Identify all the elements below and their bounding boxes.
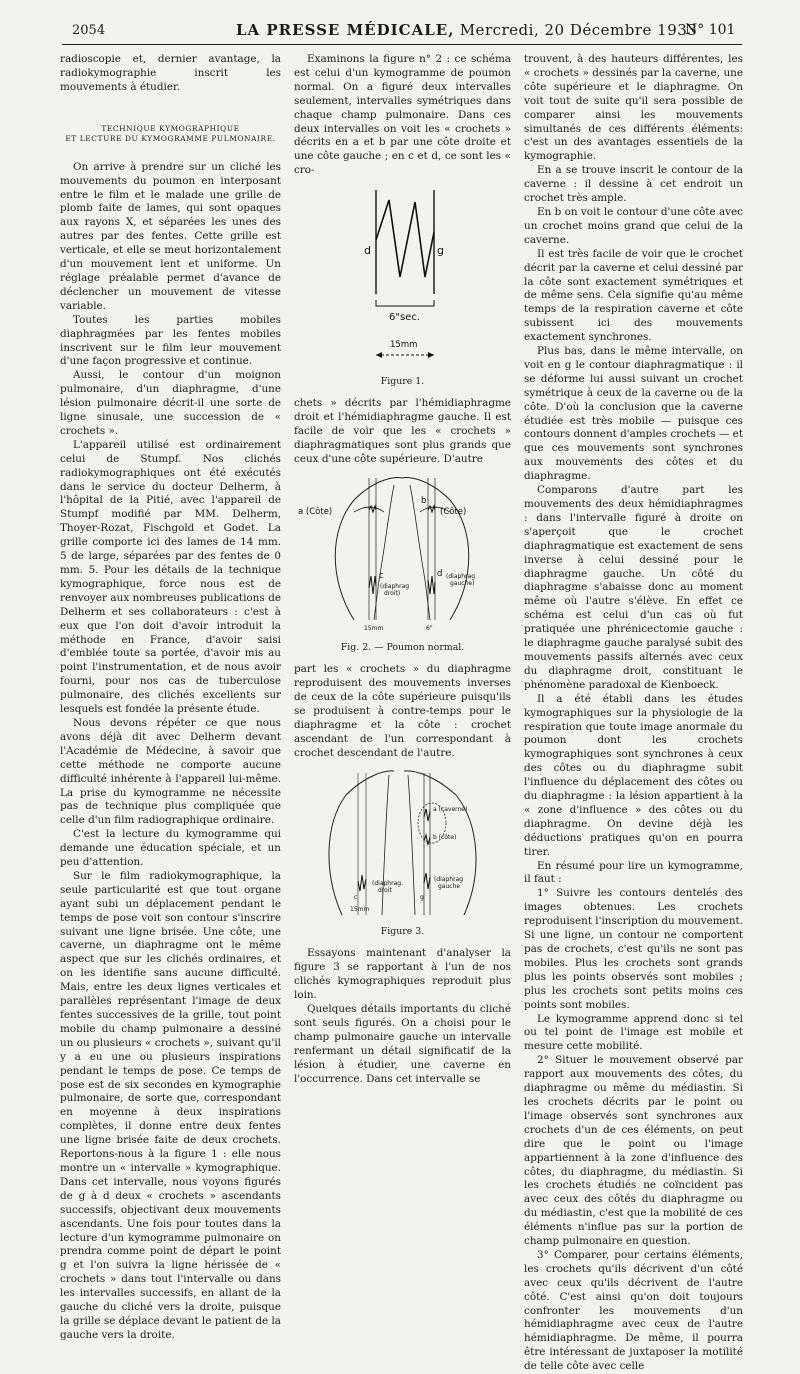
paragraph: L'appareil utilisé est ordinairement celui de Stumpf. Nos clichés radiokymographiques ont été exécutés dans le service du docteur Delherm, à l'hôpital de la Pitié, avec l'appareil de Stumpf modifié par MM. Delherm, Thoyer-Rozat, Fischgold et Godet. La grille comporte ici des lames de 14 mm. 5 de large, séparées par des fentes de 0 mm. 5. Pour les détails de la technique kymographique, force nous est de renvoyer aux nombreuses publications de Delherm et ses collaborateurs : c'est à eux que l'on doit d'avoir introduit la méthode en France, d'avoir saisi d'emblée toute sa portée, d'avoir mis au point l'instrumentation, et de nous avoir fourni, pour nos cas de tuberculose pulmonaire, des clichés excellents sur lesquels est fondée la présente étude. bbox=[60, 438, 281, 716]
fig3-label-diaph-gauche-1: (diaphrag bbox=[434, 875, 464, 883]
fig2-label-a: a (Côte) bbox=[298, 507, 333, 518]
arrow-left-icon bbox=[376, 352, 382, 358]
paragraph: Nous devons répéter ce que nous avons déjà dit avec Delherm devant l'Académie de Médecine, à savoir que cette méthode ne comporte aucune difficulté inhérente à l'appareil lui-même. La prise du kymogramme ne nécessite pas de technique plus compliquée que celle d'un film radiographique ordinaire. bbox=[60, 716, 281, 827]
mediastin-left bbox=[382, 775, 389, 915]
fig2-label-d-text-2: gauche) bbox=[450, 580, 475, 588]
section-heading-line-1: TECHNIQUE KYMOGRAPHIQUE bbox=[101, 123, 240, 133]
figure-1-diagram bbox=[294, 182, 511, 332]
fig2-label-d: d bbox=[437, 569, 443, 580]
fig1-label-g: g bbox=[437, 244, 444, 258]
section-heading bbox=[60, 124, 281, 144]
paragraph: Comparons d'autre part les mouvements des deux hémidiaphragmes : dans l'intervalle figuré à droite on s'aperçoit que le crochet diaphragmatique est exactement de sens inverse à celui dessiné pour le diaphragme gauche. Un côté du diaphragme s'abaisse donc au moment même où l'autre s'élève. En effet ce schéma est celui d'un cas où fut pratiquée une phrénicectomie gauche : le diaphragme gauche paralysé subit des mouvements passifs alternés avec ceux du diaphragme droit, constituant le phénomène paradoxal de Kienboeck. bbox=[524, 484, 743, 691]
paragraph: Aussi, le contour d'un moignon pulmonaire, d'un diaphragme, d'une lésion pulmonaire décrit-il une sorte de ligne sinusale, une succession de « crochets ». bbox=[60, 369, 281, 437]
crochet-c bbox=[358, 875, 366, 891]
fig3-label-diaph-gauche-2: gauche bbox=[438, 882, 461, 890]
column-3 bbox=[524, 53, 743, 1374]
fig1-time-label: 6"sec. bbox=[389, 312, 421, 324]
paragraph: Plus bas, dans le même intervalle, on voit en g le contour diaphragmatique : il se déforme lui aussi suivant un crochet symétrique à ceux de la caverne ou de la côte. D'où la conclusion que la caverne étudiée est très mobile — puisque ces contours donnent d'amples crochets — et que ces mouvements sont synchrones aux mouvements des côtes et du diaphragme. bbox=[524, 345, 743, 483]
arrow-right-icon bbox=[428, 352, 434, 358]
paragraph: trouvent, à des hauteurs différentes, les « crochets » dessinés par la caverne, une côte supérieure et le diaphragme. On voit tout de suite qu'il sera possible de comparer ainsi les mouvements simultanés de ces différents éléments: c'est un des avantages essentiels de la kymographie. bbox=[524, 53, 743, 163]
paragraph-fig-intro: Examinons la figure n° 2 : ce schéma est celui d'un kymogramme de poumon normal. On a figuré deux intervalles seulement, intervalles symétriques dans chaque champ pulmonaire. Dans ces deux intervalles on voit les « crochets » décrits en a et b par une côte droite et une côte gauche ; en c et d, ce sont les « cro- bbox=[294, 53, 511, 177]
figure-3-caption: Figure 3. bbox=[380, 926, 425, 938]
fig2-label-c-text-1: (diaphrag bbox=[380, 583, 410, 591]
fig3-label-c: c bbox=[354, 893, 358, 901]
mediastin-right bbox=[410, 485, 430, 620]
paragraph: Il est très facile de voir que le crochet décrit par la caverne et celui dessiné par la côte sont exactement symétriques et de même sens. Cela signifie qu'au même temps de la respiration caverne et côte subissent ici des mouvements exactement synchrones. bbox=[524, 247, 743, 344]
fig2-label-c-text-2: droit) bbox=[384, 590, 401, 598]
crochet-b bbox=[424, 835, 430, 845]
fig2-label-c: c bbox=[379, 571, 384, 582]
journal-title: LA PRESSE MÉDICALE, bbox=[236, 21, 455, 39]
crochet-c bbox=[369, 576, 376, 594]
fig2-label-d-text-1: (diaphrag bbox=[446, 573, 476, 581]
paragraph: 2° Situer le mouvement observé par rapport aux mouvements des côtes, du diaphragme ou même du médiastin. Si les crochets décrits par le point ou l'image observés sont synchrones aux crochets d'un de ces éléments, on peut dire que le point ou l'image appartiennent à la zone d'influence des côtes, du diaphragme, du médiastin. Si les crochets étudiés ne coïncident pas avec ceux des côtés du diaphragme ou du médiastin, c'est que la mobilité de ces éléments n'influe pas sur la portion de champ pulmonaire en question. bbox=[524, 1054, 743, 1248]
issue-date: Mercredi, 20 Décembre 1933 bbox=[459, 21, 698, 39]
column-2 bbox=[294, 53, 511, 1086]
paragraph: Il a été établi dans les études kymographiques sur la physiologie de la respiration que toute image anormale du poumon dont les crochets kymographiques sont synchrones à ceux des côtes ou du diaphragme subit l'influence du déplacement des côtes ou du diaphragme : la lésion appartient à la « zone d'influence » des côtes ou du diaphragme. On devine déjà les déductions pratiques qu'on en pourra tirer. bbox=[524, 692, 743, 858]
paragraph: 1° Suivre les contours dentelés des images obtenues. Les crochets reproduisent l'inscription du mouvement. Si une ligne, un contour ne comportent pas de crochets, c'est qu'ils ne sont pas mobiles. Plus les crochets sont grands plus les points observés sont mobiles ; plus les crochets sont petits moins ces points sont mobiles. bbox=[524, 887, 743, 1011]
figure-1-scale bbox=[294, 337, 511, 369]
crochet-a bbox=[424, 809, 430, 821]
header-rule bbox=[62, 44, 742, 45]
paragraph: Sur le film radiokymographique, la seule particularité est que tout organe ayant subi un déplacement pendant le temps de pose voit son contour s'inscrire suivant une ligne brisée. Une côte, une caverne, un diaphragme ont le même aspect que sur les clichés ordinaires, et on les identifie sans aucune difficulté. Mais, entre les deux lignes verticales et parallèles représentant l'image de deux fentes successives de la grille, tout point mobile du champ pulmonaire a dessiné un ou plusieurs « crochets », suivant qu'il y a eu une ou plusieurs inspirations pendant le temps de pose. Ce temps de pose est de six secondes en kymographie pulmonaire, de sorte que, correspondant en moyenne à deux inspirations complètes, il donne entre deux fentes une ligne brisée faite de deux crochets. Reportons-nous à la figure 1 : elle nous montre un « intervalle » kymographique. Dans cet intervalle, nous voyons figurés de g à d deux « crochets » ascendants successifs, objectivant deux mouvements ascendants. Une fois pour toutes dans la lecture d'un kymogramme pulmonaire on prendra comme point de départ le point g et l'on suivra la ligne hérissée de « crochets » dans tout l'intervalle ou dans les intervalles successifs, en allant de la gauche du cliché vers la droite, puisque la grille se déplace devant le patient de la gauche vers la droite. bbox=[60, 869, 281, 1341]
time-bracket bbox=[376, 300, 434, 306]
paragraph: En résumé pour lire un kymogramme, il faut : bbox=[524, 859, 743, 886]
fig2-slit-right: 6" bbox=[426, 625, 433, 633]
paragraph-fig-end: part les « crochets » du diaphragme reproduisent des mouvements inverses de ceux de la côte supérieure puisqu'ils se produisent à contre-temps pour le diaphragme et la côte : crochet ascendant de l'un correspondant à crochet descendant de l'autre. bbox=[294, 663, 511, 759]
fig3-label-b: b (côte) bbox=[433, 833, 457, 841]
figure-2-diagram bbox=[294, 470, 511, 635]
mediastin-left bbox=[374, 485, 394, 620]
lung-contour-left bbox=[402, 478, 469, 620]
mediastin-right bbox=[408, 775, 415, 915]
figure-2-caption: Fig. 2. — Poumon normal. bbox=[340, 642, 465, 654]
fig3-label-diaph-droit-1: (diaphrag. bbox=[372, 879, 403, 887]
figure-2 bbox=[294, 470, 511, 655]
fig2-slit-left: 15mm bbox=[364, 625, 384, 633]
paragraph: Le kymogramme apprend donc si tel ou tel point de l'image est mobile et mesure cette mobilité. bbox=[524, 1012, 743, 1053]
fig3-label-g: g bbox=[420, 893, 424, 901]
fig1-label-d: d bbox=[364, 244, 371, 258]
paragraph: Essayons maintenant d'analyser la figure 3 se rapportant à l'un de nos clichés kymographiques reproduit plus loin. bbox=[294, 947, 511, 1002]
fig2-label-b-letter: b bbox=[421, 496, 427, 507]
fig3-slit-label: 15mm bbox=[350, 905, 370, 913]
masthead bbox=[236, 21, 697, 39]
figure-1-caption: Figure 1. bbox=[380, 375, 425, 387]
paragraph: C'est la lecture du kymogramme qui demande une éducation spéciale, et un peu d'attention. bbox=[60, 828, 281, 869]
paragraph: En a se trouve inscrit le contour de la caverne : il dessine à cet endroit un crochet très ample. bbox=[524, 164, 743, 205]
figure-3 bbox=[294, 765, 511, 940]
paragraph: En b on voit le contour d'une côte avec un crochet moins grand que celui de la caverne. bbox=[524, 205, 743, 246]
figure-3-diagram bbox=[294, 765, 511, 920]
figure-1 bbox=[294, 182, 511, 389]
paragraph: Quelques détails importants du cliché sont seuls figurés. On a choisi pour le champ pulmonaire gauche un intervalle renfermant un détail significatif de la lésion à étudier, une caverne en l'occurrence. Dans cet intervalle se bbox=[294, 1003, 511, 1085]
paragraph: radioscopie et, dernier avantage, la radiokymographie inscrit les mouvements à étudier. bbox=[60, 53, 281, 93]
paragraph: On arrive à prendre sur un cliché les mouvements du poumon en interposant entre le film et le malade une grille de plomb faite de lames, qui sont opaques aux rayons X, et séparées les unes des autres par des fentes. Cette grille est verticale, et elle se meut horizontalement d'un mouvement lent et uniforme. Un réglage préalable permet d'avance de déclencher un mouvement de vitesse variable. bbox=[60, 160, 281, 312]
fig1-width-label: 15mm bbox=[390, 340, 418, 351]
fig3-label-diaph-droit-2: droit bbox=[378, 886, 392, 894]
crochet-g bbox=[424, 873, 430, 889]
issue-number: N° 101 bbox=[685, 22, 736, 38]
paragraph-fig-mid: chets » décrits par l'hémidiaphragme droit et l'hémidiaphragme gauche. Il est facile de voir que les « crochets » diaphragmatiques sont plus grands que ceux d'une côte supérieure. D'autre bbox=[294, 396, 511, 465]
column-1 bbox=[60, 53, 281, 1343]
lung-contour-right bbox=[335, 478, 402, 620]
paragraph: 3° Comparer, pour certains éléments, les crochets qu'ils décrivent d'un côté avec ceux qu'ils décrivent de l'autre côté. C'est ainsi qu'on doit toujours confronter les mouvements d'un hémidiaphragme avec ceux de l'autre hémidiaphragme. De même, il pourra être intéressant de juxtaposer la motilité de telle côte avec celle bbox=[524, 1248, 743, 1373]
paragraph: Toutes les parties mobiles diaphragmées par les fentes mobiles inscrivent sur le film leur mouvement d'une façon progressive et continue. bbox=[60, 313, 281, 368]
fig2-label-b: (Côte) bbox=[440, 507, 467, 518]
fig3-label-a: a (caverne) bbox=[433, 805, 468, 813]
kymo-crochet-line bbox=[376, 200, 434, 277]
section-heading-line-2: ET LECTURE DU KYMOGRAMME PULMONAIRE. bbox=[65, 133, 276, 143]
lung-contour-left bbox=[404, 770, 476, 914]
page-number: 2054 bbox=[72, 23, 106, 38]
crochet-d bbox=[428, 576, 435, 594]
page-header bbox=[0, 0, 800, 46]
